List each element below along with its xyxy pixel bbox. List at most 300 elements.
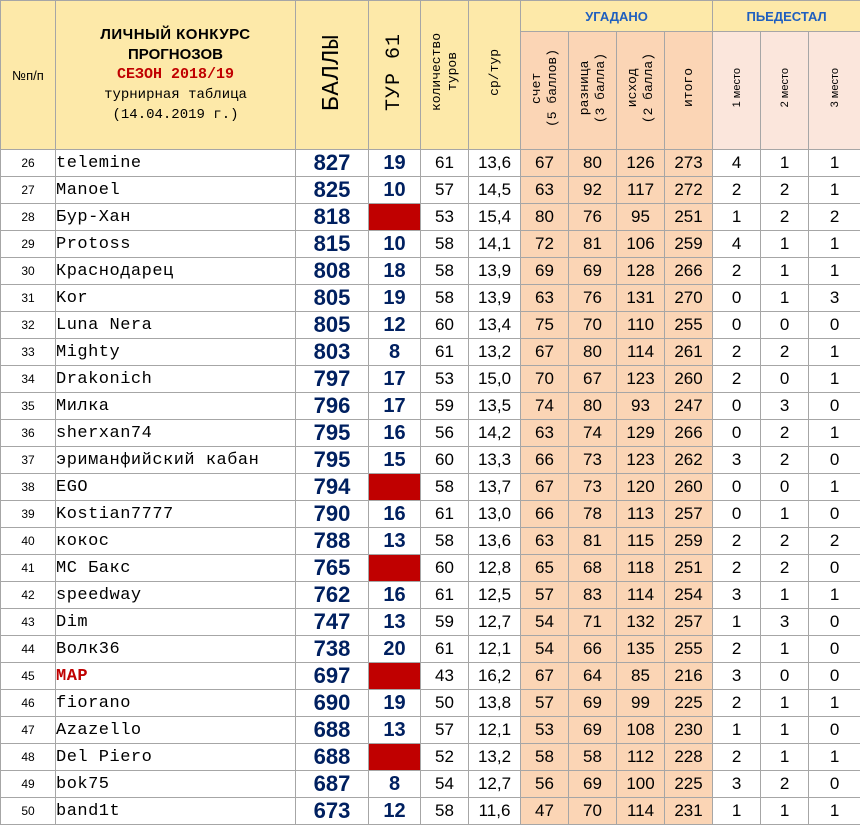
place1-cell: 2: [713, 690, 761, 717]
title-line1: ЛИЧНЫЙ КОНКУРС: [56, 25, 295, 45]
place3-cell: 1: [809, 420, 860, 447]
tour-points-cell: 8: [369, 339, 421, 366]
avg-cell: 13,2: [469, 744, 521, 771]
tours-count-cell: 59: [421, 609, 469, 636]
tour-points-cell: 8: [369, 771, 421, 798]
score-cell: 63: [521, 528, 569, 555]
outcome-cell: 129: [617, 420, 665, 447]
place1-cell: 2: [713, 258, 761, 285]
avg-cell: 15,0: [469, 366, 521, 393]
table-row: [1, 663, 860, 690]
tours-count-cell: 59: [421, 393, 469, 420]
row-number: 41: [1, 555, 56, 582]
avg-cell: 13,5: [469, 393, 521, 420]
tours-count-cell: 60: [421, 312, 469, 339]
place3-cell: 1: [809, 474, 860, 501]
place2-cell: 2: [761, 555, 809, 582]
tour-points-cell: 16: [369, 501, 421, 528]
player-name: telemine: [56, 150, 296, 177]
place1-cell: 1: [713, 717, 761, 744]
player-name: Kor: [56, 285, 296, 312]
tours-count-cell: 61: [421, 339, 469, 366]
outcome-cell: 85: [617, 663, 665, 690]
score-cell: 67: [521, 663, 569, 690]
total-cell: 228: [665, 744, 713, 771]
tours-count-cell: 57: [421, 177, 469, 204]
row-number: 50: [1, 798, 56, 825]
score-cell: 57: [521, 690, 569, 717]
total-cell: 255: [665, 312, 713, 339]
diff-cell: 76: [569, 285, 617, 312]
score-cell: 56: [521, 771, 569, 798]
avg-cell: 13,7: [469, 474, 521, 501]
outcome-cell: 117: [617, 177, 665, 204]
header-points-label: БАЛЛЫ: [319, 34, 346, 111]
tour-points-cell: 17: [369, 366, 421, 393]
place2-cell: 2: [761, 204, 809, 231]
points-cell: 808: [296, 258, 369, 285]
diff-cell: 78: [569, 501, 617, 528]
outcome-cell: 118: [617, 555, 665, 582]
player-name: Dim: [56, 609, 296, 636]
place2-cell: 1: [761, 285, 809, 312]
place2-cell: 2: [761, 771, 809, 798]
place1-cell: 0: [713, 474, 761, 501]
place1-cell: 3: [713, 771, 761, 798]
tour-missed-cell: [369, 204, 421, 231]
table-row: [1, 636, 860, 663]
outcome-cell: 120: [617, 474, 665, 501]
header-outcome-line1: исход: [625, 69, 640, 108]
place1-cell: 2: [713, 366, 761, 393]
outcome-cell: 106: [617, 231, 665, 258]
points-cell: 818: [296, 204, 369, 231]
outcome-cell: 132: [617, 609, 665, 636]
outcome-cell: 108: [617, 717, 665, 744]
total-cell: 231: [665, 798, 713, 825]
score-cell: 67: [521, 339, 569, 366]
outcome-cell: 114: [617, 582, 665, 609]
place2-cell: 2: [761, 177, 809, 204]
place2-cell: 0: [761, 663, 809, 690]
tour-points-cell: 16: [369, 582, 421, 609]
player-name: Del Piero: [56, 744, 296, 771]
place3-cell: 0: [809, 771, 860, 798]
place1-cell: 0: [713, 285, 761, 312]
tours-count-cell: 52: [421, 744, 469, 771]
tours-count-cell: 58: [421, 285, 469, 312]
season-label: СЕЗОН 2018/19: [56, 65, 295, 85]
score-cell: 67: [521, 474, 569, 501]
outcome-cell: 95: [617, 204, 665, 231]
place2-cell: 1: [761, 258, 809, 285]
player-name: bok75: [56, 771, 296, 798]
header-score: [521, 32, 569, 150]
diff-cell: 71: [569, 609, 617, 636]
score-cell: 69: [521, 258, 569, 285]
table-row: [1, 717, 860, 744]
diff-cell: 76: [569, 204, 617, 231]
place1-cell: 0: [713, 393, 761, 420]
avg-cell: 14,2: [469, 420, 521, 447]
total-cell: 247: [665, 393, 713, 420]
points-cell: 805: [296, 312, 369, 339]
points-cell: 805: [296, 285, 369, 312]
place1-cell: 2: [713, 555, 761, 582]
diff-cell: 81: [569, 528, 617, 555]
avg-cell: 13,9: [469, 258, 521, 285]
points-cell: 697: [296, 663, 369, 690]
place3-cell: 0: [809, 393, 860, 420]
table-row: [1, 501, 860, 528]
score-cell: 80: [521, 204, 569, 231]
row-number: 34: [1, 366, 56, 393]
table-row: [1, 555, 860, 582]
tours-count-cell: 53: [421, 366, 469, 393]
diff-cell: 73: [569, 474, 617, 501]
total-cell: 255: [665, 636, 713, 663]
points-cell: 815: [296, 231, 369, 258]
table-row: [1, 312, 860, 339]
points-cell: 738: [296, 636, 369, 663]
score-cell: 75: [521, 312, 569, 339]
place3-cell: 1: [809, 798, 860, 825]
points-cell: 790: [296, 501, 369, 528]
total-cell: 230: [665, 717, 713, 744]
place3-cell: 0: [809, 636, 860, 663]
total-cell: 257: [665, 609, 713, 636]
place3-cell: 0: [809, 447, 860, 474]
header-points: [296, 1, 369, 150]
avg-cell: 13,3: [469, 447, 521, 474]
diff-cell: 58: [569, 744, 617, 771]
place3-cell: 1: [809, 744, 860, 771]
avg-cell: 13,6: [469, 150, 521, 177]
avg-cell: 11,6: [469, 798, 521, 825]
outcome-cell: 114: [617, 798, 665, 825]
points-cell: 795: [296, 447, 369, 474]
player-name: Милка: [56, 393, 296, 420]
header-tours-count-line2: туров: [445, 53, 460, 92]
table-row: [1, 609, 860, 636]
score-cell: 54: [521, 636, 569, 663]
tour-points-cell: 18: [369, 258, 421, 285]
header-tours-count-line1: количество: [429, 33, 444, 111]
total-cell: 251: [665, 204, 713, 231]
place1-cell: 2: [713, 177, 761, 204]
points-cell: 796: [296, 393, 369, 420]
table-row: [1, 744, 860, 771]
table-row: [1, 690, 860, 717]
diff-cell: 73: [569, 447, 617, 474]
row-number: 43: [1, 609, 56, 636]
row-number: 39: [1, 501, 56, 528]
title-line2: ПРОГНОЗОВ: [56, 45, 295, 65]
outcome-cell: 110: [617, 312, 665, 339]
tours-count-cell: 54: [421, 771, 469, 798]
total-cell: 259: [665, 528, 713, 555]
total-cell: 266: [665, 420, 713, 447]
tours-count-cell: 60: [421, 555, 469, 582]
table-row: [1, 150, 860, 177]
total-cell: 262: [665, 447, 713, 474]
header-score-line1: счет: [529, 72, 544, 103]
total-cell: 257: [665, 501, 713, 528]
place1-cell: 2: [713, 636, 761, 663]
diff-cell: 80: [569, 339, 617, 366]
place1-cell: 0: [713, 312, 761, 339]
place3-cell: 2: [809, 204, 860, 231]
row-number: 44: [1, 636, 56, 663]
points-cell: 765: [296, 555, 369, 582]
header-tour-label: ТУР 61: [383, 33, 406, 111]
avg-cell: 12,8: [469, 555, 521, 582]
points-cell: 688: [296, 744, 369, 771]
score-cell: 70: [521, 366, 569, 393]
tours-count-cell: 58: [421, 528, 469, 555]
table-row: [1, 177, 860, 204]
outcome-cell: 99: [617, 690, 665, 717]
tour-points-cell: 13: [369, 528, 421, 555]
place2-cell: 1: [761, 582, 809, 609]
total-cell: 259: [665, 231, 713, 258]
tour-missed-cell: [369, 663, 421, 690]
score-cell: 63: [521, 420, 569, 447]
place1-cell: 1: [713, 798, 761, 825]
place2-cell: 1: [761, 501, 809, 528]
points-cell: 788: [296, 528, 369, 555]
outcome-cell: 128: [617, 258, 665, 285]
header-place1-label: 1 место: [731, 68, 743, 107]
total-cell: 251: [665, 555, 713, 582]
avg-cell: 12,7: [469, 609, 521, 636]
row-number: 42: [1, 582, 56, 609]
row-number: 47: [1, 717, 56, 744]
diff-cell: 81: [569, 231, 617, 258]
tour-points-cell: 13: [369, 609, 421, 636]
place1-cell: 4: [713, 150, 761, 177]
tours-count-cell: 61: [421, 501, 469, 528]
place3-cell: 0: [809, 555, 860, 582]
total-cell: 266: [665, 258, 713, 285]
place1-cell: 3: [713, 582, 761, 609]
outcome-cell: 115: [617, 528, 665, 555]
total-cell: 261: [665, 339, 713, 366]
tours-count-cell: 50: [421, 690, 469, 717]
score-cell: 74: [521, 393, 569, 420]
tour-points-cell: 12: [369, 798, 421, 825]
tour-missed-cell: [369, 744, 421, 771]
diff-cell: 64: [569, 663, 617, 690]
place3-cell: 1: [809, 231, 860, 258]
row-number: 30: [1, 258, 56, 285]
player-name: Mighty: [56, 339, 296, 366]
outcome-cell: 112: [617, 744, 665, 771]
place3-cell: 1: [809, 582, 860, 609]
table-header: [1, 1, 860, 150]
row-number: 32: [1, 312, 56, 339]
player-name: MAP: [56, 663, 296, 690]
diff-cell: 68: [569, 555, 617, 582]
avg-cell: 15,4: [469, 204, 521, 231]
header-outcome: [617, 32, 665, 150]
table-row: [1, 474, 860, 501]
diff-cell: 83: [569, 582, 617, 609]
place2-cell: 1: [761, 798, 809, 825]
tours-count-cell: 61: [421, 636, 469, 663]
player-name: MC Бакс: [56, 555, 296, 582]
place2-cell: 3: [761, 393, 809, 420]
avg-cell: 16,2: [469, 663, 521, 690]
header-place3-label: 3 место: [829, 68, 841, 107]
header-number: №п/п: [1, 1, 56, 150]
table-row: [1, 366, 860, 393]
place2-cell: 2: [761, 420, 809, 447]
place1-cell: 2: [713, 339, 761, 366]
header-outcome-line2: (2 балла): [641, 53, 656, 123]
points-cell: 687: [296, 771, 369, 798]
points-cell: 747: [296, 609, 369, 636]
score-cell: 67: [521, 150, 569, 177]
table-row: [1, 420, 860, 447]
tours-count-cell: 58: [421, 231, 469, 258]
place1-cell: 4: [713, 231, 761, 258]
diff-cell: 74: [569, 420, 617, 447]
score-cell: 66: [521, 501, 569, 528]
table-row: [1, 393, 860, 420]
header-tours-count: [421, 1, 469, 150]
avg-cell: 12,5: [469, 582, 521, 609]
row-number: 49: [1, 771, 56, 798]
total-cell: 272: [665, 177, 713, 204]
row-number: 29: [1, 231, 56, 258]
avg-cell: 13,4: [469, 312, 521, 339]
tour-missed-cell: [369, 555, 421, 582]
avg-cell: 13,2: [469, 339, 521, 366]
points-cell: 795: [296, 420, 369, 447]
tours-count-cell: 58: [421, 474, 469, 501]
header-place3: [809, 32, 860, 150]
place3-cell: 2: [809, 528, 860, 555]
total-cell: 225: [665, 771, 713, 798]
place3-cell: 0: [809, 717, 860, 744]
place2-cell: 2: [761, 447, 809, 474]
score-cell: 47: [521, 798, 569, 825]
diff-cell: 70: [569, 312, 617, 339]
tour-points-cell: 20: [369, 636, 421, 663]
tour-points-cell: 15: [369, 447, 421, 474]
header-avg: [469, 1, 521, 150]
tours-count-cell: 58: [421, 258, 469, 285]
avg-cell: 12,1: [469, 636, 521, 663]
place3-cell: 0: [809, 609, 860, 636]
tours-count-cell: 60: [421, 447, 469, 474]
place3-cell: 1: [809, 150, 860, 177]
tours-count-cell: 61: [421, 582, 469, 609]
score-cell: 54: [521, 609, 569, 636]
diff-cell: 69: [569, 258, 617, 285]
row-number: 37: [1, 447, 56, 474]
score-cell: 72: [521, 231, 569, 258]
avg-cell: 14,1: [469, 231, 521, 258]
place1-cell: 3: [713, 663, 761, 690]
player-name: Kostian7777: [56, 501, 296, 528]
place1-cell: 1: [713, 609, 761, 636]
player-name: band1t: [56, 798, 296, 825]
row-number: 36: [1, 420, 56, 447]
header-podium-group: ПЬЕДЕСТАЛ: [713, 1, 860, 32]
avg-cell: 13,0: [469, 501, 521, 528]
player-name: Azazello: [56, 717, 296, 744]
avg-cell: 14,5: [469, 177, 521, 204]
diff-cell: 66: [569, 636, 617, 663]
outcome-cell: 123: [617, 447, 665, 474]
points-cell: 762: [296, 582, 369, 609]
player-name: Protoss: [56, 231, 296, 258]
avg-cell: 12,7: [469, 771, 521, 798]
header-place2-label: 2 место: [779, 68, 791, 107]
diff-cell: 92: [569, 177, 617, 204]
table-body: [1, 150, 860, 825]
tours-count-cell: 61: [421, 150, 469, 177]
row-number: 28: [1, 204, 56, 231]
score-cell: 65: [521, 555, 569, 582]
diff-cell: 69: [569, 690, 617, 717]
place2-cell: 0: [761, 366, 809, 393]
player-name: Luna Nera: [56, 312, 296, 339]
score-cell: 53: [521, 717, 569, 744]
table-row: [1, 258, 860, 285]
table-row: [1, 447, 860, 474]
table-row: [1, 231, 860, 258]
place2-cell: 1: [761, 690, 809, 717]
tours-count-cell: 56: [421, 420, 469, 447]
player-name: Бур-Хан: [56, 204, 296, 231]
header-score-line2: (5 баллов): [545, 49, 560, 127]
row-number: 38: [1, 474, 56, 501]
table-row: [1, 339, 860, 366]
diff-cell: 67: [569, 366, 617, 393]
header-place1: [713, 32, 761, 150]
row-number: 35: [1, 393, 56, 420]
row-number: 27: [1, 177, 56, 204]
total-cell: 273: [665, 150, 713, 177]
player-name: fiorano: [56, 690, 296, 717]
place1-cell: 3: [713, 447, 761, 474]
score-cell: 66: [521, 447, 569, 474]
place3-cell: 3: [809, 285, 860, 312]
row-number: 31: [1, 285, 56, 312]
place2-cell: 3: [761, 609, 809, 636]
avg-cell: 13,9: [469, 285, 521, 312]
points-cell: 794: [296, 474, 369, 501]
diff-cell: 80: [569, 150, 617, 177]
place3-cell: 0: [809, 312, 860, 339]
place2-cell: 0: [761, 312, 809, 339]
header-place2: [761, 32, 809, 150]
points-cell: 827: [296, 150, 369, 177]
diff-cell: 80: [569, 393, 617, 420]
score-cell: 57: [521, 582, 569, 609]
tour-points-cell: 13: [369, 717, 421, 744]
outcome-cell: 123: [617, 366, 665, 393]
tours-count-cell: 57: [421, 717, 469, 744]
diff-cell: 69: [569, 771, 617, 798]
place2-cell: 1: [761, 150, 809, 177]
tour-points-cell: 19: [369, 690, 421, 717]
place3-cell: 1: [809, 690, 860, 717]
player-name: эриманфийский кабан: [56, 447, 296, 474]
